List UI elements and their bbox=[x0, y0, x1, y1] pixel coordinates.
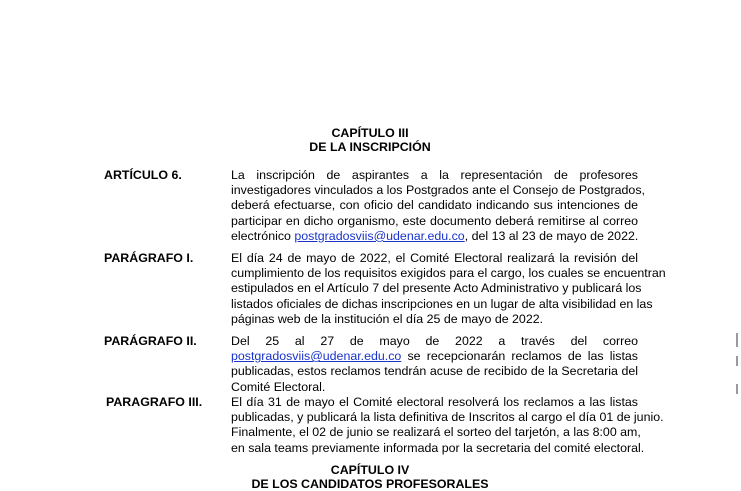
body-line: publicadas, y publicará la lista definitiva de Inscritos al cargo el día 01 de junio. bbox=[231, 410, 664, 425]
chapter-heading bbox=[200, 463, 540, 491]
body-line: deberá efectuarse, con oficio del candidato indicando sus intenciones de bbox=[231, 198, 638, 213]
text-suffix: , del 13 al 23 de mayo de 2022. bbox=[464, 228, 639, 243]
margin-mark bbox=[736, 333, 738, 347]
article-label: ARTÍCULO 6. bbox=[104, 168, 182, 182]
body-line: participar en dicho organismo, este documento deberá remitirse al correo bbox=[231, 213, 638, 228]
body-line: El día 24 de mayo de 2022, el Comité Electoral realizará la revisión del bbox=[231, 251, 638, 265]
chapter-title: DE LOS CANDIDATOS PROFESORALES bbox=[251, 477, 489, 491]
article-body bbox=[231, 334, 638, 395]
article-body bbox=[231, 168, 645, 244]
chapter-number: CAPÍTULO III bbox=[331, 126, 409, 140]
chapter-number: CAPÍTULO IV bbox=[330, 463, 410, 477]
body-line: cumplimiento de los requisitos exigidos para el cargo, los cuales se encuentran bbox=[231, 266, 666, 281]
chapter-title: DE LA INSCRIPCIÓN bbox=[309, 140, 431, 154]
article-body bbox=[231, 251, 666, 327]
body-line: listados oficiales de dichas inscripciones en un lugar de alta visibilidad en las bbox=[231, 296, 653, 311]
body-line: publicadas, estos reclamos tendrán acuse de recibido de la Secretaria del bbox=[231, 364, 638, 379]
body-line: en sala teams previamente informada por la secretaria del comité electoral. bbox=[231, 440, 645, 455]
body-line: páginas web de la institución el día 25 de mayo de 2022. bbox=[231, 311, 544, 326]
body-line: estipulados en el Artículo 7 del presente Acto Administrativo y publicará los bbox=[231, 281, 642, 296]
article-label: PARAGRAFO III. bbox=[106, 395, 203, 409]
chapter-heading bbox=[200, 126, 540, 154]
margin-mark bbox=[736, 384, 738, 394]
text-suffix: se recepcionarán reclamos de las listas bbox=[401, 349, 638, 364]
article-body bbox=[231, 395, 664, 456]
body-line bbox=[231, 349, 638, 364]
body-line: La inscripción de aspirantes a la representación de profesores bbox=[231, 168, 638, 182]
email-link[interactable]: postgradosviis@udenar.edu.co bbox=[294, 228, 465, 243]
text-prefix: electrónico bbox=[231, 228, 295, 243]
article-label: PARÁGRAFO II. bbox=[104, 334, 197, 348]
margin-mark bbox=[736, 356, 738, 366]
body-line: Finalmente, el 02 de junio se realizará el sorteo del tarjetón, a las 8:00 am, bbox=[231, 425, 641, 440]
body-line: Del 25 al 27 de mayo de 2022 a través del correo bbox=[231, 334, 638, 348]
body-line: El día 31 de mayo el Comité electoral resolverá los reclamos a las listas bbox=[231, 395, 638, 409]
body-line: investigadores vinculados a los Postgrados ante el Consejo de Postgrados, bbox=[231, 183, 645, 198]
email-link[interactable]: postgradosviis@udenar.edu.co bbox=[231, 349, 402, 364]
article-label: PARÁGRAFO I. bbox=[104, 251, 194, 265]
body-line: Comité Electoral. bbox=[231, 379, 326, 394]
body-line bbox=[231, 229, 638, 244]
